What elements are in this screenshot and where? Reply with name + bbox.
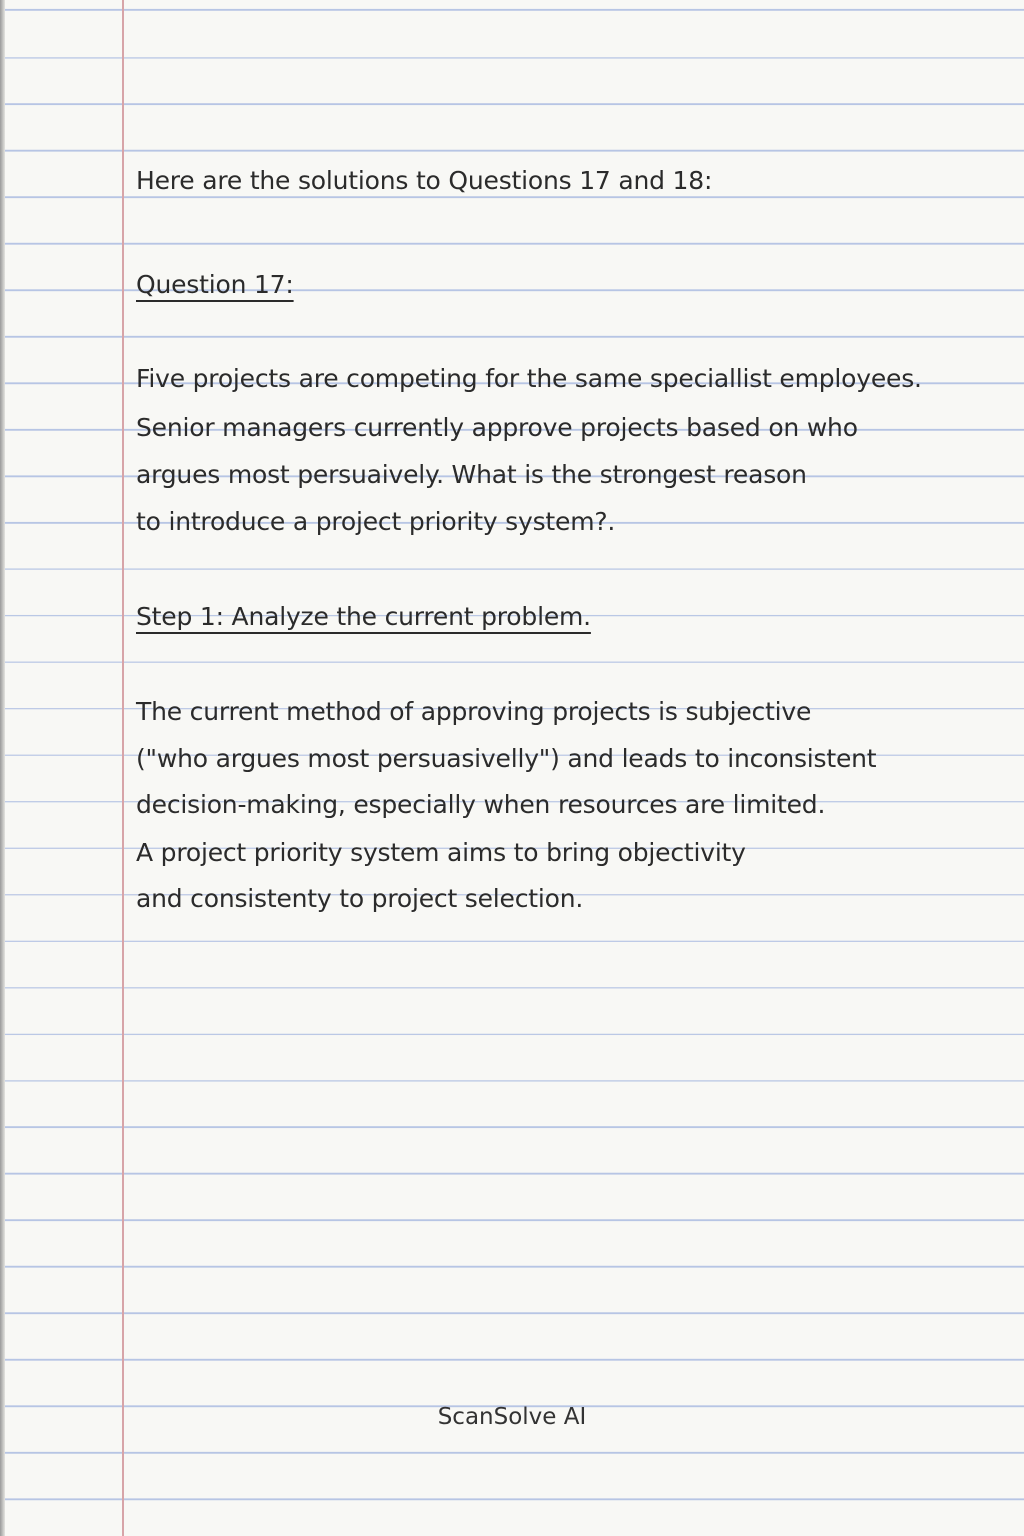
margin-line bbox=[122, 0, 124, 1536]
step-heading: Step 1: Analyze the current problem. bbox=[136, 602, 591, 631]
question-line: Five projects are competing for the same speciallist employees. bbox=[136, 364, 922, 393]
question-line: argues most persuaively. What is the strongest reason bbox=[136, 460, 807, 489]
footer-brand: ScanSolve AI bbox=[437, 1404, 587, 1430]
step-line: A project priority system aims to bring objectivity bbox=[136, 838, 746, 867]
question-line: Senior managers currently approve projects based on who bbox=[136, 413, 858, 442]
step-line: decision-making, especially when resources are limited. bbox=[136, 790, 826, 819]
question-line: to introduce a project priority system?. bbox=[136, 507, 616, 536]
step-line: ("who argues most persuasivelly") and leads to inconsistent bbox=[136, 744, 877, 773]
step-line: The current method of approving projects is subjective bbox=[136, 697, 812, 726]
intro-text: Here are the solutions to Questions 17 and 18: bbox=[136, 166, 713, 195]
page-edge bbox=[0, 0, 5, 1536]
question-heading: Question 17: bbox=[136, 270, 294, 299]
step-line: and consistenty to project selection. bbox=[136, 884, 584, 913]
